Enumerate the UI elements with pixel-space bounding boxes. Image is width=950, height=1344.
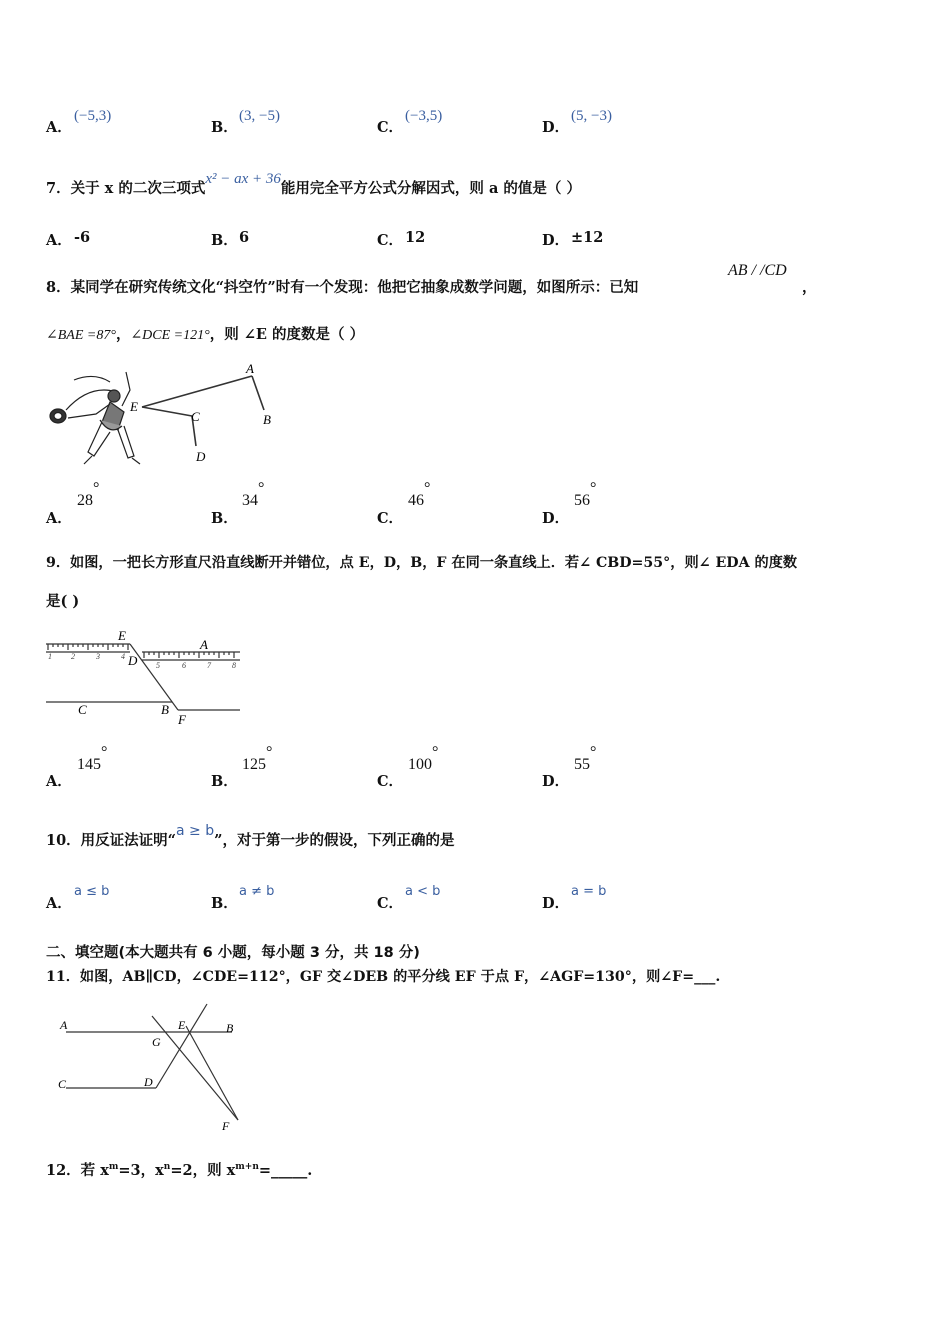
diabolo-player-image xyxy=(50,372,140,464)
q10-option-a-value: a ≤ b xyxy=(74,884,110,899)
tick-1: 1 xyxy=(48,652,52,661)
tick-7: 7 xyxy=(207,661,211,670)
q10-option-b-letter: B． xyxy=(211,895,238,912)
q11-label-a: A xyxy=(60,1018,68,1032)
tick-5: 5 xyxy=(156,661,160,670)
q8-stem-line2: ∠BAE =87°，∠DCE =121°，则 ∠E 的度数是（ ） xyxy=(46,326,365,343)
q6-option-c-value: (−3,5) xyxy=(405,108,443,124)
q7-option-a-value: -6 xyxy=(74,229,91,246)
q8-label-b: B xyxy=(263,412,271,427)
segment-ab xyxy=(252,376,264,410)
q9-stem-line2: 是( ) xyxy=(46,593,80,610)
q7-text-before: 7．关于 x 的二次三项式 xyxy=(46,180,206,197)
q8-option-b-value: 34° xyxy=(242,480,265,509)
q9-figure xyxy=(44,626,249,730)
q8-condition-bae: ∠BAE =87° xyxy=(46,328,116,343)
q9-option-a-letter: A． xyxy=(46,773,72,790)
q11-label-g: G xyxy=(152,1035,161,1049)
q10-expression: a ≥ b xyxy=(176,823,215,839)
q7-option-c-letter: C． xyxy=(377,232,404,249)
q6-option-a-letter: A． xyxy=(46,119,72,136)
q10-text-before: 10．用反证法证明“ xyxy=(46,832,177,849)
line-de xyxy=(156,1004,207,1088)
q8-option-a-letter: A． xyxy=(46,510,72,527)
q9-option-d-letter: D． xyxy=(542,773,570,790)
q11-figure xyxy=(52,1002,252,1138)
q9-label-f: F xyxy=(178,712,186,727)
q9-label-b: B xyxy=(161,702,169,717)
q6-option-d-letter: D． xyxy=(542,119,570,136)
q8-stem-line1: 8．某同学在研究传统文化“抖空竹”时有一个发现：他把它抽象成数学问题，如图所示：已知 xyxy=(46,279,639,296)
q9-label-a: A xyxy=(200,637,208,652)
q7-stem xyxy=(46,171,581,198)
q10-option-c-value: a < b xyxy=(405,884,441,899)
q11-label-d: D xyxy=(144,1075,153,1089)
q7-expression: x² − ax + 36 xyxy=(205,171,281,187)
q9-option-c-letter: C． xyxy=(377,773,404,790)
q8-option-a-value: 28° xyxy=(77,480,100,509)
q7-option-d-letter: D． xyxy=(542,232,570,249)
q8-option-d-value: 56° xyxy=(574,480,597,509)
q8-figure xyxy=(44,360,284,475)
q8-condition-parallel: AB / /CD xyxy=(728,262,787,279)
q10-option-d-value: a = b xyxy=(571,884,607,899)
q9-option-a-value: 145° xyxy=(77,744,108,773)
q9-option-c-value: 100° xyxy=(408,744,439,773)
q7-option-d-value: ±12 xyxy=(571,229,604,246)
q9-stem-line1: 9．如图，一把长方形直尺沿直线断开并错位，点 E，D，B，F 在同一条直线上．若∠ CBD=55°，则∠ EDA 的度数 xyxy=(46,555,798,571)
q10-option-c-letter: C． xyxy=(377,895,404,912)
q11-label-f: F xyxy=(222,1119,230,1133)
q8-option-b-letter: B． xyxy=(211,510,238,527)
tick-3: 3 xyxy=(96,652,100,661)
tick-4: 4 xyxy=(121,652,125,661)
q8-label-a: A xyxy=(246,361,254,376)
q8-condition-dce: ∠DCE =121° xyxy=(130,328,210,343)
line-ef xyxy=(186,1026,238,1120)
q12-sup-n: n xyxy=(163,1162,171,1173)
q7-option-b-letter: B． xyxy=(211,232,238,249)
q8-label-d: D xyxy=(196,449,206,464)
q11-label-b: B xyxy=(226,1021,234,1035)
segment-ec xyxy=(142,407,192,416)
q9-label-e: E xyxy=(118,628,126,643)
q10-text-after: ”，对于第一步的假设，下列正确的是 xyxy=(214,832,455,849)
q12-text-b: =3，x xyxy=(118,1162,164,1179)
q11-stem: 11．如图，AB∥CD，∠CDE=112°，GF 交∠DEB 的平分线 EF 于点 F，∠AGF=130°，则∠F=___. xyxy=(46,969,721,985)
section-heading: 二、填空题(本大题共有 6 小题，每小题 3 分，共 18 分) xyxy=(46,945,420,961)
q12-sup-m: m xyxy=(108,1162,119,1173)
q7-text-after: 能用完全平方公式分解因式，则 a 的值是（ ） xyxy=(280,180,581,197)
q8-option-c-letter: C． xyxy=(377,510,404,527)
q9-label-d: D xyxy=(128,653,138,668)
q8-option-d-letter: D． xyxy=(542,510,570,527)
segment-ea xyxy=(142,376,252,407)
q8-label-e: E xyxy=(130,399,138,414)
q6-option-b-value: (3, −5) xyxy=(239,108,280,124)
q10-option-a-letter: A． xyxy=(46,895,72,912)
q9-option-d-value: 55° xyxy=(574,744,597,773)
q6-option-b-letter: B． xyxy=(211,119,238,136)
q9-option-b-value: 125° xyxy=(242,744,273,773)
q7-option-a-letter: A． xyxy=(46,232,72,249)
tick-6: 6 xyxy=(182,661,186,670)
tick-8: 8 xyxy=(232,661,236,670)
q12-text-c: =2，则 x xyxy=(170,1162,236,1179)
q11-label-e: E xyxy=(178,1018,186,1032)
q8-comma: ， xyxy=(802,279,817,296)
tick-2: 2 xyxy=(71,652,75,661)
q12-text-a: 12．若 x xyxy=(46,1162,109,1179)
q8-stem-line2-text: ，则 ∠E 的度数是（ ） xyxy=(209,326,365,343)
q8-label-c: C xyxy=(191,409,200,424)
q11-label-c: C xyxy=(58,1077,67,1091)
q12-stem xyxy=(46,1159,312,1180)
q7-option-b-value: 6 xyxy=(239,229,250,246)
q6-option-d-value: (5, −3) xyxy=(571,108,612,124)
q9-label-c: C xyxy=(78,702,87,717)
q8-option-c-value: 46° xyxy=(408,480,431,509)
q6-option-c-letter: C． xyxy=(377,119,404,136)
q12-text-d: =_____. xyxy=(258,1162,313,1179)
q6-option-a-value: (−5,3) xyxy=(74,108,112,124)
q10-option-d-letter: D． xyxy=(542,895,570,912)
q10-option-b-value: a ≠ b xyxy=(239,884,275,899)
q10-stem xyxy=(46,823,455,850)
q12-sup-mn: m+n xyxy=(235,1162,259,1173)
q9-option-b-letter: B． xyxy=(211,773,238,790)
q7-option-c-value: 12 xyxy=(405,229,426,246)
